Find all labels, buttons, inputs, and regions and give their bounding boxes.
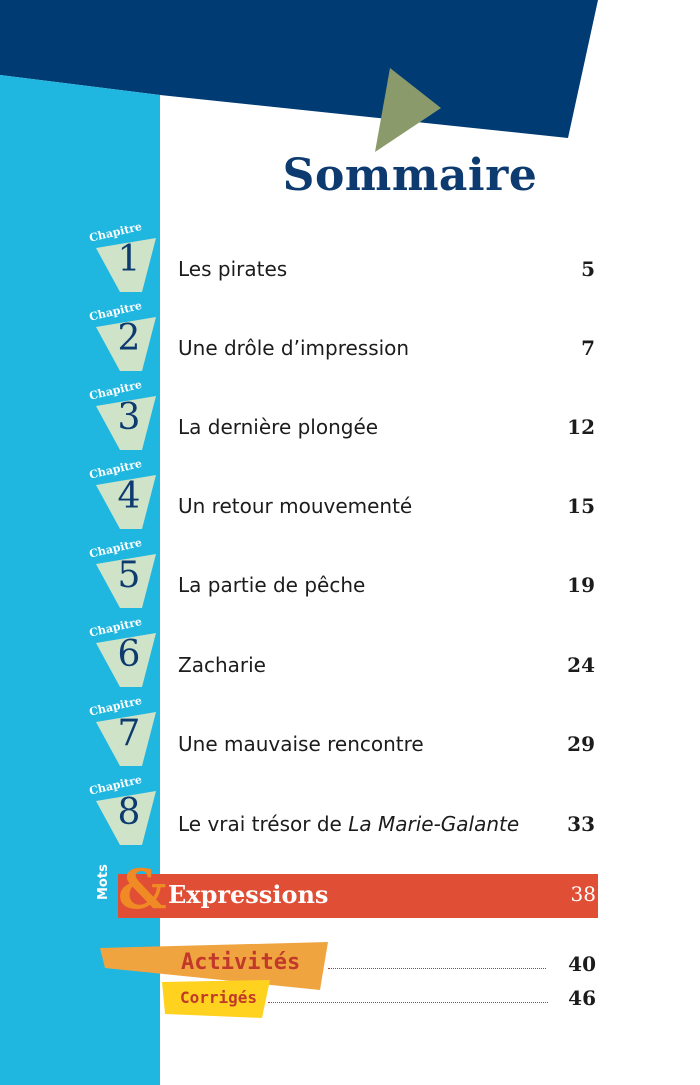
corriges-page-number: 46 <box>568 986 596 1010</box>
page-number: 33 <box>567 812 595 836</box>
toc-row-chapter-6[interactable] <box>178 653 598 685</box>
page-number: 7 <box>581 336 595 360</box>
chapter-title: Une drôle d’impression <box>178 336 410 360</box>
chapter-title: Zacharie <box>178 653 266 677</box>
chapter-badge-3 <box>84 377 164 468</box>
chapter-number: 7 <box>117 713 141 754</box>
chapter-title: La dernière plongée <box>178 415 379 439</box>
toc-row-chapter-4[interactable] <box>178 494 598 526</box>
chapter-badge-4 <box>84 456 164 547</box>
page-number: 29 <box>567 732 595 756</box>
chapter-title-prefix: Le vrai trésor de <box>178 812 349 836</box>
chapter-badge-5 <box>84 535 164 626</box>
page-number: 12 <box>567 415 595 439</box>
activites-dot-leader <box>328 968 546 969</box>
chapter-number: 1 <box>117 239 141 280</box>
expressions-page-number: 38 <box>570 882 596 906</box>
toc-row-chapter-3[interactable] <box>178 415 598 447</box>
chapter-title: La partie de pêche <box>178 573 366 597</box>
chapter-title: Un retour mouvementé <box>178 494 413 518</box>
ampersand-glyph: & <box>118 857 167 921</box>
chapter-badge-1 <box>84 219 164 310</box>
chapter-label: Chapitre <box>88 219 144 245</box>
chapter-title: Une mauvaise rencontre <box>178 732 424 756</box>
page-number: 15 <box>567 494 595 518</box>
activites-label[interactable]: Activités <box>181 950 301 975</box>
chapter-number: 4 <box>117 476 141 517</box>
chapter-badge-2 <box>84 298 164 389</box>
activites-page-number: 40 <box>568 952 596 976</box>
page-number: 19 <box>567 573 595 597</box>
chapter-title-italic: La Marie-Galante <box>348 812 520 836</box>
chapter-label: Chapitre <box>88 535 144 561</box>
chapter-title: Les pirates <box>178 257 288 281</box>
chapter-number: 6 <box>117 634 141 675</box>
chapter-label: Chapitre <box>88 456 144 482</box>
chapter-number: 5 <box>117 555 141 596</box>
chapter-number: 3 <box>117 397 141 438</box>
toc-row-chapter-2[interactable] <box>178 336 598 368</box>
chapter-label: Chapitre <box>88 614 144 640</box>
toc-row-chapter-7[interactable] <box>178 732 598 764</box>
page-number: 5 <box>581 257 595 281</box>
chapter-label: Chapitre <box>88 298 144 324</box>
corriges-dot-leader <box>268 1002 548 1003</box>
chapter-badge-7 <box>84 693 164 784</box>
mots-label: Mots <box>96 864 111 900</box>
page-title: Sommaire <box>282 150 538 201</box>
toc-row-chapter-1[interactable] <box>178 257 598 289</box>
chapter-number: 8 <box>117 792 141 833</box>
chapter-badge-8 <box>84 772 164 863</box>
toc-row-chapter-5[interactable] <box>178 573 598 605</box>
chapter-label: Chapitre <box>88 693 144 719</box>
corriges-label[interactable]: Corrigés <box>180 988 258 1007</box>
chapter-number: 2 <box>117 318 141 359</box>
toc-row-chapter-8[interactable] <box>178 812 598 844</box>
page-number: 24 <box>567 653 595 677</box>
expressions-label: Expressions <box>168 880 329 909</box>
chapter-title <box>178 812 519 836</box>
chapter-badge-6 <box>84 614 164 705</box>
chapter-label: Chapitre <box>88 377 144 403</box>
chapter-label: Chapitre <box>88 772 144 798</box>
